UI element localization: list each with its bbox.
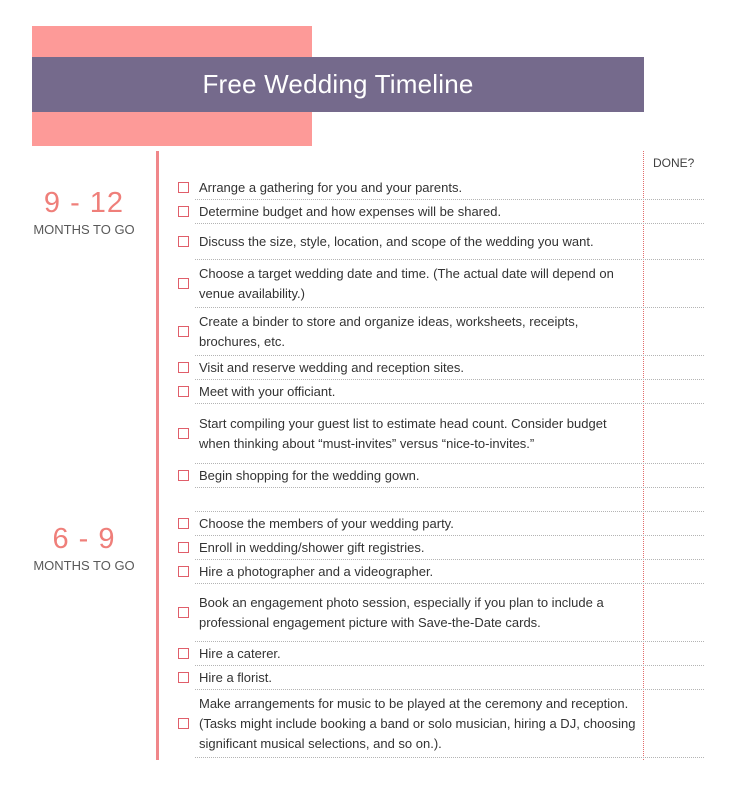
task-row xyxy=(178,642,704,666)
task-text: Book an engagement photo session, especially if you plan to include a professional engagement picture with Save-the-Date cards. xyxy=(199,595,604,630)
task-checkbox[interactable] xyxy=(178,672,189,683)
task-text: Arrange a gathering for you and your parents. xyxy=(199,180,463,195)
task-row xyxy=(178,560,704,584)
task-checkbox[interactable] xyxy=(178,518,189,529)
task-checkbox[interactable] xyxy=(178,182,189,193)
task-checkbox[interactable] xyxy=(178,206,189,217)
task-row xyxy=(178,380,704,404)
task-text: Meet with your officiant. xyxy=(199,384,336,399)
period-9-12 xyxy=(22,186,146,237)
task-checkbox[interactable] xyxy=(178,326,189,337)
task-row xyxy=(178,356,704,380)
task-checkbox[interactable] xyxy=(178,278,189,289)
task-text: Hire a florist. xyxy=(199,670,272,685)
task-checkbox[interactable] xyxy=(178,428,189,439)
task-row xyxy=(178,536,704,560)
task-checkbox[interactable] xyxy=(178,718,189,729)
task-row xyxy=(178,464,704,488)
task-text: Determine budget and how expenses will be shared. xyxy=(199,204,502,219)
task-checkbox[interactable] xyxy=(178,648,189,659)
task-text: Choose a target wedding date and time. (The actual date will depend on venue availability.) xyxy=(199,266,614,301)
task-text: Start compiling your guest list to estimate head count. Consider budget when thinking about “must-invites” versus “nice-to-invites.” xyxy=(199,416,607,451)
task-row xyxy=(178,224,704,260)
task-text: Discuss the size, style, location, and scope of the wedding you want. xyxy=(199,234,594,249)
task-row xyxy=(178,584,704,642)
task-text: Create a binder to store and organize ideas, worksheets, receipts, brochures, etc. xyxy=(199,314,579,349)
period-range: 9 - 12 xyxy=(43,187,125,219)
title-band xyxy=(32,57,644,112)
task-text: Hire a photographer and a videographer. xyxy=(199,564,434,579)
task-row xyxy=(178,666,704,690)
task-row xyxy=(178,260,704,308)
task-row xyxy=(178,488,704,512)
period-label: MONTHS TO GO xyxy=(33,558,135,573)
period-label: MONTHS TO GO xyxy=(33,222,135,237)
timeline-divider xyxy=(156,151,159,760)
task-checkbox[interactable] xyxy=(178,362,189,373)
done-column-header: DONE? xyxy=(653,156,695,170)
task-row xyxy=(178,512,704,536)
task-row xyxy=(178,200,704,224)
task-text: Enroll in wedding/shower gift registries. xyxy=(199,540,425,555)
task-checkbox[interactable] xyxy=(178,236,189,247)
task-checkbox[interactable] xyxy=(178,386,189,397)
period-range: 6 - 9 xyxy=(52,523,116,555)
task-row xyxy=(178,308,704,356)
task-text: Hire a caterer. xyxy=(199,646,281,661)
row-separator xyxy=(195,757,704,758)
task-row xyxy=(178,176,704,200)
task-checkbox[interactable] xyxy=(178,542,189,553)
task-text: Visit and reserve wedding and reception sites. xyxy=(199,360,464,375)
task-checkbox[interactable] xyxy=(178,607,189,618)
task-row xyxy=(178,690,704,758)
period-6-9 xyxy=(22,522,146,573)
task-checkbox[interactable] xyxy=(178,566,189,577)
task-checkbox[interactable] xyxy=(178,470,189,481)
task-text: Make arrangements for music to be played at the ceremony and reception. (Tasks might include booking a band or solo musician, hiring a DJ, choosing significant musical selections, and so on.). xyxy=(199,696,636,751)
task-text: Begin shopping for the wedding gown. xyxy=(199,468,420,483)
page-title: Free Wedding Timeline xyxy=(202,69,474,99)
task-row xyxy=(178,404,704,464)
task-text: Choose the members of your wedding party. xyxy=(199,516,454,531)
